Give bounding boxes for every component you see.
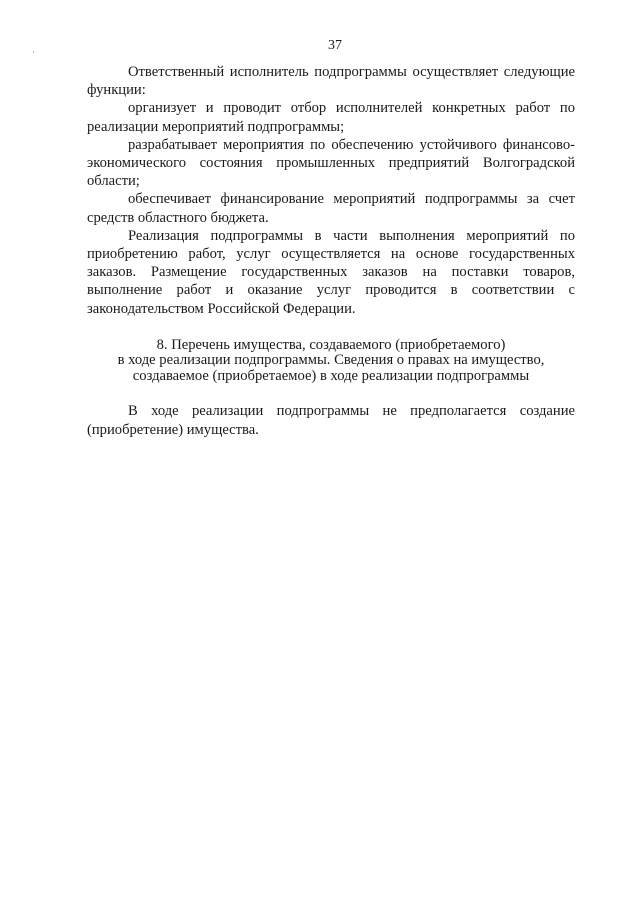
- section-heading: [87, 338, 575, 385]
- document-body: [87, 63, 575, 439]
- section-heading-line-3: создаваемое (приобретаемое) в ходе реализации подпрограммы: [132, 367, 530, 384]
- paragraph-financial-stability-measures: разрабатывает мероприятия по обеспечению устойчивого финансово-экономического состояния промышленных предприятий Волгоградской области;: [87, 136, 575, 190]
- paragraph-financing: обеспечивает финансирование мероприятий подпрограммы за счет средств областного бюджета.: [87, 191, 575, 226]
- paragraph-property-creation: В ходе реализации подпрограммы не предполагается создание (приобретение) имущества.: [87, 403, 575, 438]
- section-heading-line-2: в ходе реализации подпрограммы. Сведения о правах на имущество,: [117, 352, 545, 369]
- paragraph-responsible-executor: Ответственный исполнитель подпрограммы осуществляет следующие функции:: [87, 64, 575, 99]
- page-number: 37: [328, 38, 342, 53]
- paragraph-selection-of-executors: организует и проводит отбор исполнителей конкретных работ по реализации мероприятий подпрограммы;: [87, 100, 575, 135]
- paragraph-state-orders: Реализация подпрограммы в части выполнения мероприятий по приобретению работ, услуг осуществляется на основе государственных заказов. Размещение государственных заказов на поставки товаров, выполнение работ и оказание услуг проводится в соответствии с законодательством Российской Федерации.: [87, 227, 575, 317]
- section-heading-line-1: 8. Перечень имущества, создаваемого (приобретаемого): [156, 336, 506, 353]
